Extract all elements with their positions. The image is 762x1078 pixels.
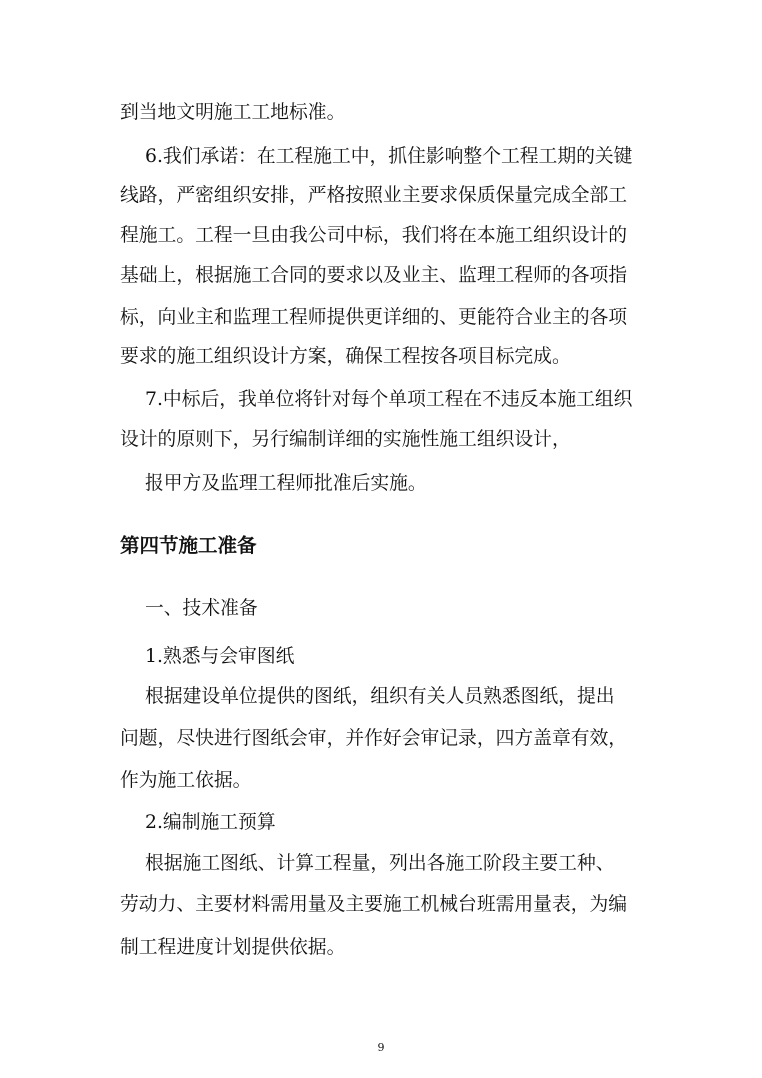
paragraph-line: 程施工。工程一旦由我公司中标，我们将在本施工组织设计的: [120, 225, 628, 246]
paragraph-line: 作为施工依据。: [120, 770, 252, 791]
paragraph-line: 到当地文明施工工地标准。: [120, 102, 346, 123]
paragraph-line: 设计的原则下，另行编制详细的实施性施工组织设计，: [120, 429, 571, 450]
section-heading: 第四节施工准备: [120, 534, 257, 557]
paragraph-line: 要求的施工组织设计方案，确保工程按各项目标完成。: [120, 346, 571, 367]
paragraph-line: 根据建设单位提供的图纸，组织有关人员熟悉图纸，提出: [145, 686, 615, 707]
paragraph-line: 标，向业主和监理工程师提供更详细的、更能符合业主的各项: [120, 307, 628, 328]
paragraph-line: 制工程进度计划提供依据。: [120, 937, 346, 958]
paragraph-line: 问题，尽快进行图纸会审，并作好会审记录，四方盖章有效，: [120, 728, 628, 749]
subheading: 2.编制施工预算: [145, 812, 276, 833]
page-number: 9: [377, 1041, 385, 1054]
subheading: 1.熟悉与会审图纸: [145, 646, 295, 667]
subheading: 一、技术准备: [145, 598, 258, 619]
paragraph-line: 线路，严密组织安排，严格按照业主要求保质保量完成全部工: [120, 185, 628, 206]
paragraph-line: 报甲方及监理工程师批准后实施。: [145, 473, 427, 494]
paragraph-line: 基础上，根据施工合同的要求以及业主、监理工程师的各项指: [120, 265, 628, 286]
paragraph-line: 劳动力、主要材料需用量及主要施工机械台班需用量表，为编: [120, 894, 628, 915]
paragraph-line: 根据施工图纸、计算工程量，列出各施工阶段主要工种、: [145, 853, 615, 874]
paragraph-line: 7.中标后，我单位将针对每个单项工程在不违反本施工组织: [145, 389, 633, 410]
paragraph-line: 6.我们承诺：在工程施工中，抓住影响整个工程工期的关键: [145, 146, 633, 167]
